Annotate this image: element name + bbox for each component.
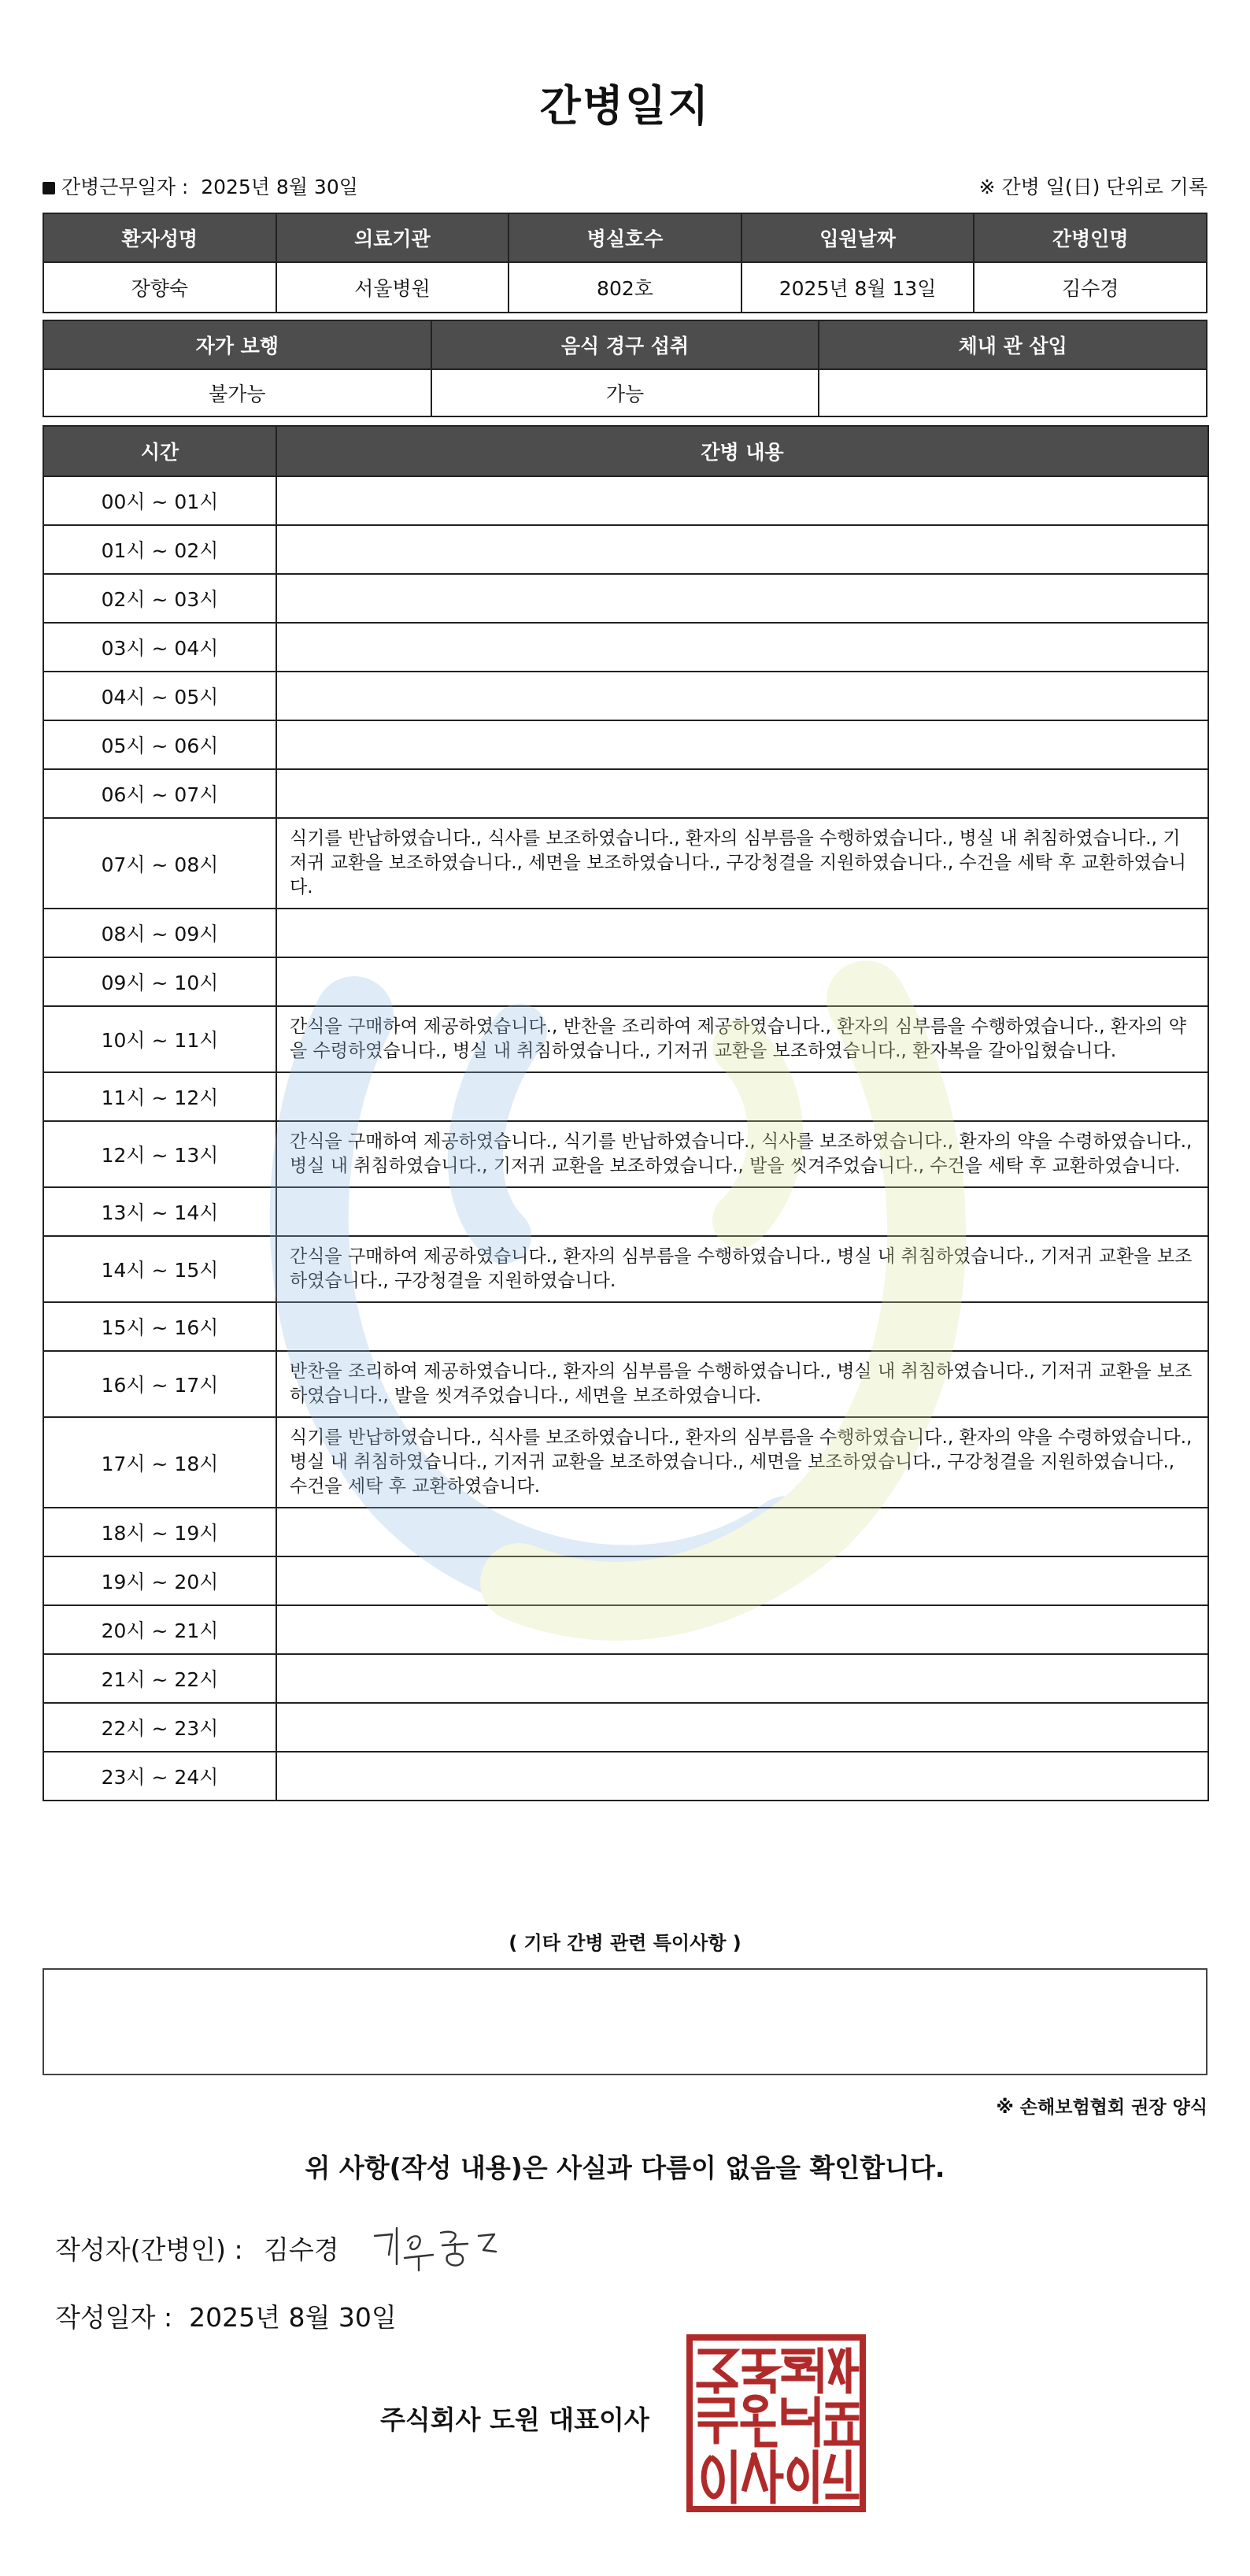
log-time: 16시 ~ 17시 bbox=[43, 1351, 276, 1417]
header-walking: 자가 보행 bbox=[43, 320, 431, 369]
log-row bbox=[43, 720, 1208, 769]
header-admission-date: 입원날짜 bbox=[741, 213, 974, 262]
log-time: 09시 ~ 10시 bbox=[43, 957, 276, 1006]
log-row bbox=[43, 1187, 1208, 1236]
log-content: 간식을 구매하여 제공하였습니다., 반찬을 조리하여 제공하였습니다., 환자의 심부름을 수행하였습니다., 환자의 약을 수령하였습니다., 병실 내 취침하였습니다., 기저귀 교환을 보조하였습니다., 환자복을 갈아입혔습니다. bbox=[276, 1006, 1208, 1072]
log-content bbox=[276, 672, 1208, 720]
log-row bbox=[43, 1703, 1208, 1752]
log-time: 01시 ~ 02시 bbox=[43, 525, 276, 574]
header-care-content: 간병 내용 bbox=[276, 426, 1208, 476]
log-time: 03시 ~ 04시 bbox=[43, 623, 276, 672]
log-time: 22시 ~ 23시 bbox=[43, 1703, 276, 1752]
association-note: ※ 손해보험협회 권장 양식 bbox=[996, 2097, 1207, 2118]
log-content bbox=[276, 1605, 1208, 1654]
log-time: 21시 ~ 22시 bbox=[43, 1654, 276, 1703]
log-row bbox=[43, 769, 1208, 818]
log-time: 00시 ~ 01시 bbox=[43, 476, 276, 525]
room-number: 802호 bbox=[509, 262, 741, 313]
log-content bbox=[276, 769, 1208, 818]
log-row bbox=[43, 1236, 1208, 1302]
patient-info-value-row bbox=[43, 262, 1207, 313]
log-time: 19시 ~ 20시 bbox=[43, 1556, 276, 1605]
log-time: 10시 ~ 11시 bbox=[43, 1006, 276, 1072]
patient-name: 장향숙 bbox=[43, 262, 276, 313]
log-row bbox=[43, 1302, 1208, 1351]
header-patient-name: 환자성명 bbox=[43, 213, 276, 262]
log-time: 02시 ~ 03시 bbox=[43, 574, 276, 623]
log-content bbox=[276, 623, 1208, 672]
write-date-line bbox=[55, 2297, 397, 2334]
tube-insertion-status bbox=[819, 369, 1207, 416]
log-content bbox=[276, 1752, 1208, 1801]
header-hospital: 의료기관 bbox=[276, 213, 509, 262]
log-content bbox=[276, 1302, 1208, 1351]
log-header-row bbox=[43, 426, 1208, 476]
log-content bbox=[276, 1654, 1208, 1703]
log-row bbox=[43, 476, 1208, 525]
confirmation-statement: 위 사항(작성 내용)은 사실과 다름이 없음을 확인합니다. bbox=[305, 2152, 945, 2183]
log-time: 14시 ~ 15시 bbox=[43, 1236, 276, 1302]
log-row bbox=[43, 1121, 1208, 1187]
walking-status: 불가능 bbox=[43, 369, 431, 416]
log-time: 23시 ~ 24시 bbox=[43, 1752, 276, 1801]
header-time: 시간 bbox=[43, 426, 276, 476]
header-room: 병실호수 bbox=[509, 213, 741, 262]
log-time: 13시 ~ 14시 bbox=[43, 1187, 276, 1236]
hospital-name: 서울병원 bbox=[276, 262, 509, 313]
log-row bbox=[43, 957, 1208, 1006]
log-row bbox=[43, 1072, 1208, 1121]
log-time: 18시 ~ 19시 bbox=[43, 1508, 276, 1556]
work-date-value: 2025년 8월 30일 bbox=[201, 176, 358, 198]
status-value-row bbox=[43, 369, 1207, 416]
hourly-care-log-table bbox=[43, 425, 1209, 1801]
log-content: 식기를 반납하였습니다., 식사를 보조하였습니다., 환자의 심부름을 수행하였습니다., 환자의 약을 수령하였습니다., 병실 내 취침하였습니다., 기저귀 교환을 보조하였습니다., 세면을 보조하였습니다., 구강청결을 지원하였습니다., 수건을 세탁 후 교환하였습니다. bbox=[276, 1417, 1208, 1508]
log-time: 11시 ~ 12시 bbox=[43, 1072, 276, 1121]
log-content bbox=[276, 525, 1208, 574]
writer-line bbox=[55, 2230, 339, 2267]
log-row bbox=[43, 1508, 1208, 1556]
status-header-row bbox=[43, 320, 1207, 369]
log-time: 15시 ~ 16시 bbox=[43, 1302, 276, 1351]
log-time: 06시 ~ 07시 bbox=[43, 769, 276, 818]
log-content: 간식을 구매하여 제공하였습니다., 식기를 반납하였습니다., 식사를 보조하였습니다., 환자의 약을 수령하였습니다., 병실 내 취침하였습니다., 기저귀 교환을 보조하였습니다., 발을 씻겨주었습니다., 수건을 세탁 후 교환하였습니다. bbox=[276, 1121, 1208, 1187]
log-time: 05시 ~ 06시 bbox=[43, 720, 276, 769]
log-time: 20시 ~ 21시 bbox=[43, 1605, 276, 1654]
writer-label: 작성자(간병인) : bbox=[55, 2234, 243, 2265]
work-date-label: 간병근무일자 : bbox=[61, 176, 189, 198]
write-date-value: 2025년 8월 30일 bbox=[189, 2302, 397, 2333]
log-row bbox=[43, 1351, 1208, 1417]
log-content bbox=[276, 720, 1208, 769]
square-bullet-icon bbox=[43, 182, 55, 194]
log-time: 04시 ~ 05시 bbox=[43, 672, 276, 720]
log-row bbox=[43, 623, 1208, 672]
writer-name: 김수경 bbox=[264, 2234, 339, 2265]
admission-date: 2025년 8월 13일 bbox=[741, 262, 974, 313]
log-content bbox=[276, 957, 1208, 1006]
log-row bbox=[43, 672, 1208, 720]
patient-info-table bbox=[43, 213, 1207, 313]
document-title: 간병일지 bbox=[539, 81, 711, 131]
log-row bbox=[43, 909, 1208, 957]
log-row bbox=[43, 1417, 1208, 1508]
log-body bbox=[43, 476, 1208, 1801]
log-time: 12시 ~ 13시 bbox=[43, 1121, 276, 1187]
patient-info-header-row bbox=[43, 213, 1207, 262]
header-tube-insertion: 체내 관 삽입 bbox=[819, 320, 1207, 369]
log-time: 07시 ~ 08시 bbox=[43, 818, 276, 909]
company-name: 주식회사 도원 대표이사 bbox=[380, 2404, 649, 2435]
special-notes-box bbox=[43, 1968, 1207, 2075]
write-date-label: 작성일자 : bbox=[55, 2302, 173, 2333]
log-content bbox=[276, 476, 1208, 525]
unit-note: ※ 간병 일(日) 단위로 기록 bbox=[978, 176, 1207, 198]
log-row bbox=[43, 1556, 1208, 1605]
caregiver-name: 김수경 bbox=[974, 262, 1207, 313]
log-row bbox=[43, 818, 1208, 909]
log-content: 식기를 반납하였습니다., 식사를 보조하였습니다., 환자의 심부름을 수행하였습니다., 병실 내 취침하였습니다., 기저귀 교환을 보조하였습니다., 세면을 보조하였습니다., 구강청결을 지원하였습니다., 수건을 세탁 후 교환하였습니다. bbox=[276, 818, 1208, 909]
log-content bbox=[276, 909, 1208, 957]
log-content: 간식을 구매하여 제공하였습니다., 환자의 심부름을 수행하였습니다., 병실 내 취침하였습니다., 기저귀 교환을 보조하였습니다., 구강청결을 지원하였습니다. bbox=[276, 1236, 1208, 1302]
oral-intake-status: 가능 bbox=[431, 369, 819, 416]
log-content bbox=[276, 1072, 1208, 1121]
log-content bbox=[276, 1508, 1208, 1556]
log-content bbox=[276, 1187, 1208, 1236]
log-content bbox=[276, 1556, 1208, 1605]
log-content bbox=[276, 1703, 1208, 1752]
log-content: 반찬을 조리하여 제공하였습니다., 환자의 심부름을 수행하였습니다., 병실 내 취침하였습니다., 기저귀 교환을 보조하였습니다., 발을 씻겨주었습니다., 세면을 보조하였습니다. bbox=[276, 1351, 1208, 1417]
log-content bbox=[276, 574, 1208, 623]
meta-row bbox=[43, 172, 1207, 203]
patient-status-table bbox=[43, 320, 1207, 417]
special-notes-heading: ( 기타 간병 관련 특이사항 ) bbox=[509, 1932, 741, 1954]
header-oral-intake: 음식 경구 섭취 bbox=[431, 320, 819, 369]
log-row bbox=[43, 525, 1208, 574]
log-row bbox=[43, 1752, 1208, 1801]
company-seal-icon bbox=[686, 2334, 866, 2512]
log-row bbox=[43, 574, 1208, 623]
log-time: 17시 ~ 18시 bbox=[43, 1417, 276, 1508]
log-row bbox=[43, 1654, 1208, 1703]
header-caregiver-name: 간병인명 bbox=[974, 213, 1207, 262]
log-row bbox=[43, 1006, 1208, 1072]
handwritten-signature bbox=[368, 2219, 502, 2282]
work-date bbox=[43, 172, 358, 200]
log-row bbox=[43, 1605, 1208, 1654]
log-time: 08시 ~ 09시 bbox=[43, 909, 276, 957]
